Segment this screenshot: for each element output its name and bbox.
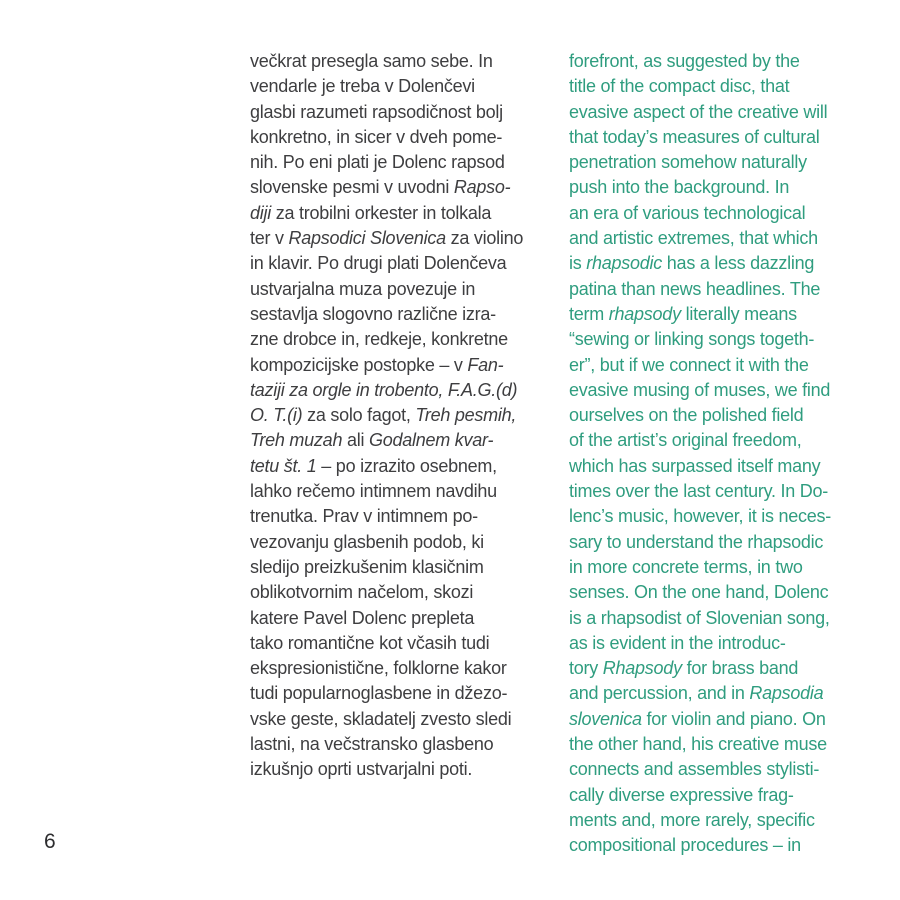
english-text-column	[569, 49, 869, 859]
text-line: sestavlja slogovno različne izra-	[250, 303, 496, 324]
text-line: sary to understand the rhapsodic	[569, 531, 824, 552]
text-line: vezovanju glasbenih podob, ki	[250, 531, 484, 552]
text-line: glasbi razumeti rapsodičnost bolj	[250, 101, 503, 122]
text-line: cally diverse expressive frag-	[569, 784, 794, 805]
text-line: patina than news headlines. The	[569, 278, 821, 299]
text-line: evasive musing of muses, we find	[569, 379, 831, 400]
text-line: oblikotvornim načelom, skozi	[250, 582, 474, 603]
text-line: is a rhapsodist of Slovenian song,	[569, 607, 830, 628]
text-line: tako romantične kot včasih tudi	[250, 632, 490, 653]
text-line: sledijo preizkušenim klasičnim	[250, 556, 484, 577]
text-line: zne drobce in, redkeje, konkretne	[250, 329, 508, 350]
text-line: O. T.(i) za solo fagot, Treh pesmih,	[250, 405, 517, 426]
text-line: konkretno, in sicer v dveh pome-	[250, 126, 503, 147]
text-line: title of the compact disc, that	[569, 76, 790, 97]
text-line: in klavir. Po drugi plati Dolenčeva	[250, 253, 507, 274]
text-line: “sewing or linking songs togeth-	[569, 329, 815, 350]
text-line: večkrat presegla samo sebe. In	[250, 51, 493, 71]
text-line: kompozicijske postopke – v Fan-	[250, 354, 504, 375]
text-line: term rhapsody literally means	[569, 303, 797, 324]
text-line: vendarle je treba v Dolenčevi	[250, 76, 475, 97]
text-line: nih. Po eni plati je Dolenc rapsod	[250, 152, 505, 173]
text-line: tory Rhapsody for brass band	[569, 658, 799, 679]
text-line: compositional procedures – in	[569, 835, 801, 856]
text-line: izkušnjo oprti ustvarjalni poti.	[250, 759, 473, 780]
text-line: times over the last century. In Do-	[569, 481, 829, 502]
text-line: of the artist’s original freedom,	[569, 430, 802, 451]
text-line: senses. On the one hand, Dolenc	[569, 582, 829, 603]
text-line: penetration somehow naturally	[569, 152, 807, 173]
text-line: katere Pavel Dolenc prepleta	[250, 607, 475, 628]
text-line: Treh muzah ali Godalnem kvar-	[250, 430, 494, 451]
page-number: 6	[44, 830, 56, 853]
text-line: ments and, more rarely, specific	[569, 809, 815, 830]
text-line: is rhapsodic has a less dazzling	[569, 253, 815, 274]
text-line: forefront, as suggested by the	[569, 51, 800, 71]
text-line: lastni, na večstransko glasbeno	[250, 734, 494, 755]
text-line: trenutka. Prav v intimnem po-	[250, 506, 478, 527]
text-line: ter v Rapsodici Slovenica za violino	[250, 228, 524, 249]
text-line: and percussion, and in Rapsodia	[569, 683, 824, 704]
text-line: in more concrete terms, in two	[569, 556, 803, 577]
text-line: ekspresionistične, folklorne kakor	[250, 658, 507, 679]
text-line: slovenica for violin and piano. On	[569, 708, 826, 729]
slovenian-text-column	[250, 49, 550, 783]
text-line: tetu št. 1 – po izrazito osebnem,	[250, 455, 497, 476]
text-line: the other hand, his creative muse	[569, 734, 827, 755]
text-line: tudi popularnoglasbene in džezo-	[250, 683, 508, 704]
text-line: ustvarjalna muza povezuje in	[250, 278, 476, 299]
text-line: push into the background. In	[569, 177, 790, 198]
text-line: ourselves on the polished field	[569, 405, 804, 426]
text-line: connects and assembles stylisti-	[569, 759, 820, 780]
text-line: and artistic extremes, that which	[569, 228, 818, 249]
text-line: as is evident in the introduc-	[569, 632, 786, 653]
text-line: which has surpassed itself many	[569, 455, 821, 476]
text-line: an era of various technological	[569, 202, 806, 223]
text-line: diji za trobilni orkester in tolkala	[250, 202, 492, 223]
text-line: evasive aspect of the creative will	[569, 101, 828, 122]
text-line: lahko rečemo intimnem navdihu	[250, 481, 497, 502]
text-line: lenc’s music, however, it is neces-	[569, 506, 832, 527]
text-line: taziji za orgle in trobento, F.A.G.(d)	[250, 379, 518, 400]
text-line: that today’s measures of cultural	[569, 126, 820, 147]
text-line: er”, but if we connect it with the	[569, 354, 809, 375]
text-line: slovenske pesmi v uvodni Rapso-	[250, 177, 511, 198]
text-line: vske geste, skladatelj zvesto sledi	[250, 708, 512, 729]
